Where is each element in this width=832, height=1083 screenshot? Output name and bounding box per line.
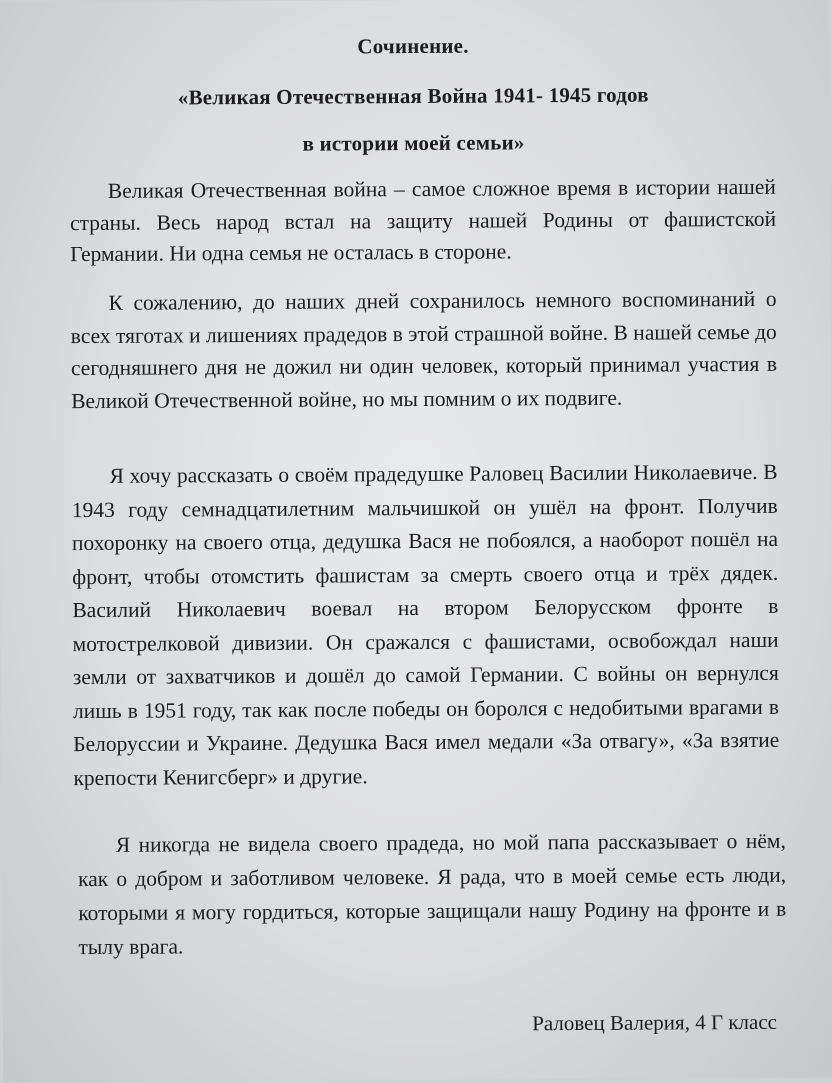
paragraph-great-grandfather: Я хочу рассказать о своём прадедушке Раловец Василии Николаевиче. В 1943 году семнадцатилетним мальчишкой он ушёл на фронт. Получив похоронку на своего отца, дедушка Вася не побоялся, а наоборот пошёл на фронт, чтобы отомстить фашистам за смерть своего отца и трёх дядек. Василий Николаевич воевал на втором Белорусском фронте в мотострелковой дивизии. Он сражался с фашистами, освобождал наши земли от захватчиков и дошёл до самой Германии. С войны он вернулся лишь в 1951 году, так как после победы он боролся с недобитыми врагами в Белоруссии и Украине. Дедушка Вася имел медали «За отвагу», «За взятие крепости Кенигсберг» и другие. <box>71 459 780 790</box>
paragraph-conclusion: Я никогда не видела своего прадеда, но мой папа рассказывает о нём, как о добром и заботливом человеке. Я рада, что в моей семье есть люди, которыми я могу гордиться, которые защищали нашу Родину на фронте и в тылу врага. <box>77 828 787 960</box>
essay-heading: Сочинение. <box>357 33 469 59</box>
author-signature: Раловец Валерия, 4 Г класс <box>532 1009 778 1036</box>
paragraph-intro: Великая Отечественная война – самое сложное время в истории нашей страны. Весь народ встал на защиту нашей Родины от фашистской Германии. Ни одна семья не осталась в стороне. <box>69 174 777 267</box>
essay-title-line-1: «Великая Отечественная Война 1941- 1945 годов <box>177 82 649 110</box>
essay-title-line-2: в истории моей семьи» <box>302 130 525 156</box>
paragraph-memories: К сожалению, до наших дней сохранилось немного воспоминаний о всех тяготах и лишениях прадедов в этой страшной войне. В нашей семье до сегодняшнего дня не дожил ни один человек, который принимал участия в Великой Отечественной войне, но мы помним о их подвиге. <box>70 286 778 413</box>
